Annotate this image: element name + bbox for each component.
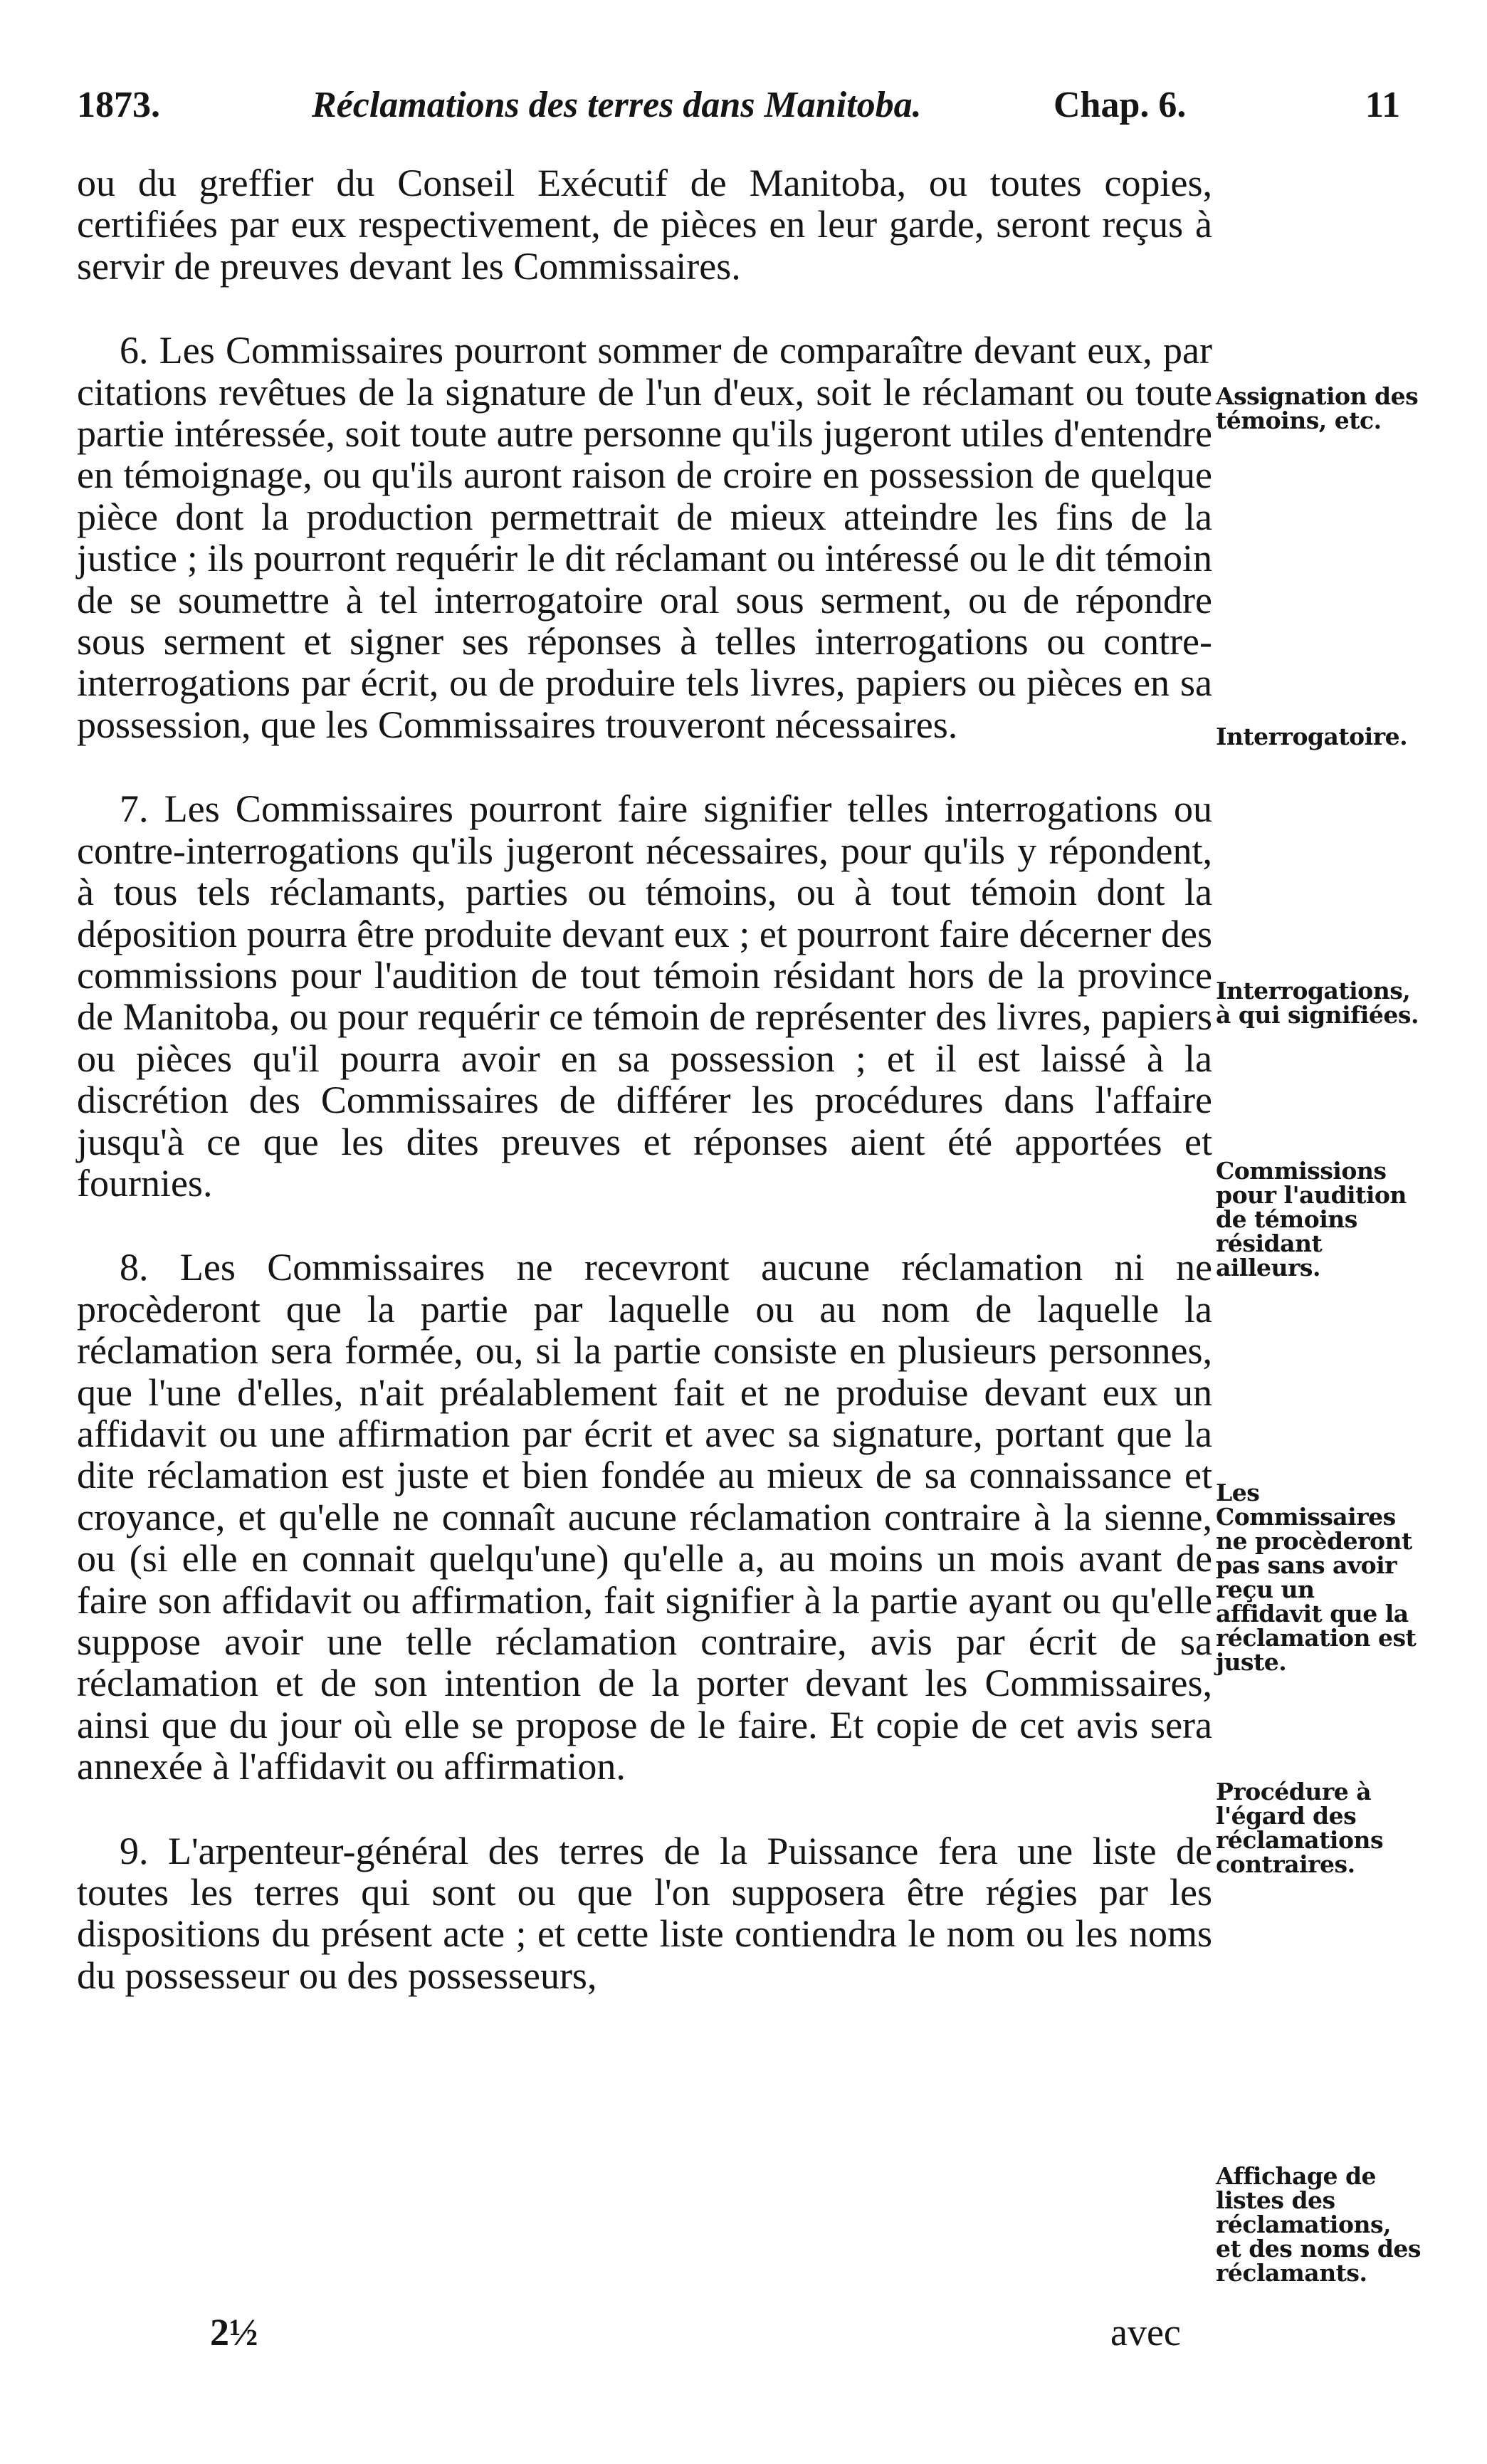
margin-note-affichage: Affichage de listes des réclamations, et des noms des réclamants. (1216, 2162, 1422, 2287)
margin-note-affidavit: Les Commissaires ne procèderont pas sans avoir reçu un affidavit que la réclamation est juste. (1216, 1479, 1417, 1676)
paragraph-text: L'arpenteur-général des terres de la Puissance fera une liste de toutes les terres qui sont ou que l'on supposera être régies par les dispositions du présent acte ; et cette liste contiendra le nom ou les noms du possesseur ou des possesseurs, (77, 1829, 1212, 1997)
paragraph-text: ou du greffier du Conseil Exécutif de Manitoba, ou toutes copies, certifiées par eux respectivement, de pièces en leur garde, seront reçus à servir de preuves devant les Commissaires. (77, 162, 1212, 288)
header-year: 1873. (77, 85, 160, 125)
signature-mark: 2½ (210, 2311, 258, 2354)
page-number: 11 (1365, 85, 1401, 125)
header-title: Réclamations des terres dans Manitoba. (312, 85, 922, 125)
margin-note-assignation: Assignation des témoins, etc. (1216, 382, 1419, 434)
section-number: 8. (120, 1246, 149, 1289)
margin-note-procedure: Procédure à l'égard des réclamations contraires. (1216, 1778, 1384, 1878)
section-number: 7. (120, 787, 149, 831)
header-chapter: Chap. 6. (1053, 85, 1187, 125)
section-9 (77, 1830, 1212, 1997)
margin-note-commissions: Commissions pour l'audition de témoins résidant ailleurs. (1216, 1157, 1407, 1281)
paragraph-text: Les Commissaires pourront faire signifier telles interrogations ou contre-interrogations qu'ils jugeront nécessaires, pour qu'ils y répondent, à tous tels réclamants, parties ou témoins, ou à tout témoin dont la déposition pourra être produite devant eux ; et pourront faire décerner des commissions pour l'audition de tout témoin résidant hors de la province de Manitoba, ou pour requérir ce témoin de représenter des livres, papiers ou pièces qu'il pourra avoir en sa possession ; et il est laissé à la discrétion des Commissaires de différer les procédures dans l'affaire jusqu'à ce que les dites preuves et réponses aient été apportées et fournies. (77, 787, 1213, 1205)
margin-note-interrogations: Interrogations, à qui signifiées. (1216, 977, 1419, 1029)
section-6 (77, 330, 1212, 745)
margin-note-interrogatoire: Interrogatoire. (1216, 723, 1408, 750)
catchword: avec (1110, 2311, 1181, 2354)
paragraph-text: Les Commissaires ne recevront aucune réclamation ni ne procèderont que la partie par laquelle ou au nom de laquelle la réclamation sera formée, ou, si la partie consiste en plusieurs personnes, que l'une d'elles, n'ait préalablement fait et ne produise devant eux un affidavit ou une affirmation par écrit et avec sa signature, portant que la dite réclamation est juste et bien fondée au mieux de sa connaissance et croyance, et qu'elle ne connaît aucune réclamation contraire à la sienne, ou (si elle en connait quelqu'une) qu'elle a, au moins un mois avant de faire son affidavit ou affirmation, fait signifier à la partie ayant ou qu'elle suppose avoir une telle réclamation contraire, avis par écrit de sa réclamation et de son intention de la porter devant les Commissaires, ainsi que du jour où elle se propose de le faire. Et copie de cet avis sera annexée à l'affidavit ou affirmation. (77, 1246, 1212, 1788)
body-text (77, 162, 1212, 2039)
section-7 (77, 788, 1212, 1204)
paragraph-text: Les Commissaires pourront sommer de comparaître devant eux, par citations revêtues de la signature de l'un d'eux, soit le réclamant ou toute partie intéressée, soit toute autre personne qu'ils jugeront utiles d'entendre en témoignage, ou qu'ils auront raison de croire en possession de quelque pièce dont la production permettrait de mieux atteindre les fins de la justice ; ils pourront requérir le dit réclamant ou intéressé ou le dit témoin de se soumettre à tel interrogatoire oral sous serment, ou de répondre sous serment et signer ses réponses à telles interrogations ou contre-interrogations par écrit, ou de produire tels livres, papiers ou pièces en sa possession, que les Commissaires trouveront nécessaires. (77, 329, 1213, 746)
running-header (77, 84, 1401, 141)
section-8 (77, 1247, 1212, 1787)
paragraph-continued (77, 162, 1212, 287)
section-number: 6. (120, 329, 149, 372)
section-number: 9. (120, 1829, 149, 1872)
